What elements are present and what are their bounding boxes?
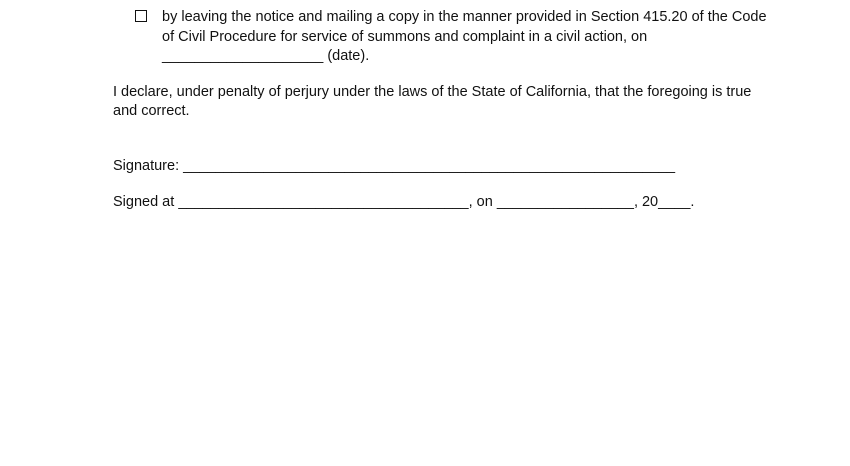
service-option-date-line[interactable]: ____________________ (date). [162,48,370,64]
signed-year-prefix: , 20 [633,194,659,210]
signature-row [113,157,675,176]
signed-year-field[interactable]: ____ [658,194,691,210]
declaration-line-2: and correct. [113,103,190,119]
signature-label: Signature: [113,158,180,174]
declaration-line-1: I declare, under penalty of perjury under the laws of the State of California, that the foregoing is true [113,84,752,100]
service-option-text [162,8,777,67]
perjury-declaration [113,83,753,121]
service-option-checkbox[interactable] [135,10,147,22]
signed-at-row [113,193,694,212]
signed-period: . [690,194,695,210]
signed-date-field[interactable]: _________________ [496,194,634,210]
service-option-line-1: by leaving the notice and mailing a copy in the manner provided in Section 415.20 of the Code [162,9,767,25]
signed-on-label: , on [468,194,493,210]
service-option-line-2: of Civil Procedure for service of summons and complaint in a civil action, on [162,28,648,45]
signature-field[interactable]: _____________________________________________________________ [183,158,676,174]
signed-at-label: Signed at [113,194,175,210]
signed-at-place-field[interactable]: ____________________________________ [178,194,469,210]
